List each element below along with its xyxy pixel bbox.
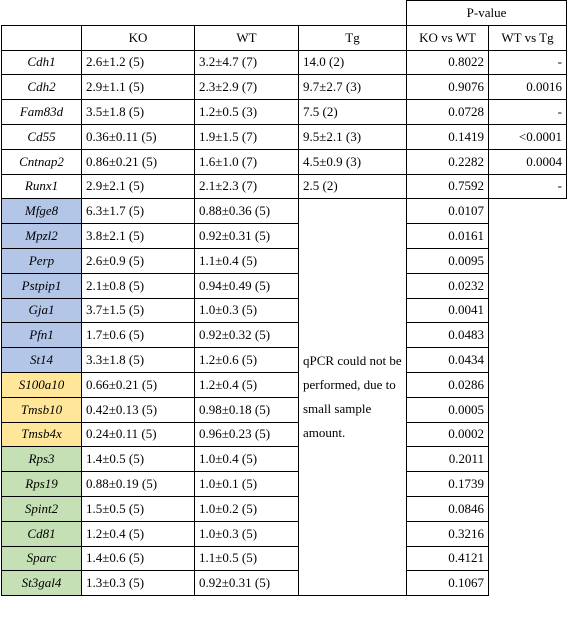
table-row bbox=[2, 372, 567, 397]
gene-cell: Cdh1 bbox=[2, 50, 82, 75]
gene-cell: Runx1 bbox=[2, 174, 82, 199]
table-row bbox=[2, 447, 567, 472]
ko-vs-wt-cell: 0.9076 bbox=[407, 75, 489, 100]
ko-vs-wt-header: KO vs WT bbox=[407, 25, 489, 50]
wt-vs-tg-header: WT vs Tg bbox=[489, 25, 567, 50]
wt-cell: 1.2±0.6 (5) bbox=[195, 348, 299, 373]
header-row-1 bbox=[2, 1, 567, 26]
tg-note-cell: qPCR could not be performed, due to small sample amount. bbox=[299, 199, 407, 596]
ko-vs-wt-cell: 0.1419 bbox=[407, 124, 489, 149]
ko-vs-wt-cell: 0.0434 bbox=[407, 348, 489, 373]
ko-cell: 6.3±1.7 (5) bbox=[82, 199, 195, 224]
ko-cell: 1.7±0.6 (5) bbox=[82, 323, 195, 348]
ko-vs-wt-cell: 0.1739 bbox=[407, 472, 489, 497]
expression-table bbox=[1, 0, 567, 596]
table-row bbox=[2, 248, 567, 273]
ko-cell: 1.2±0.4 (5) bbox=[82, 521, 195, 546]
table-row bbox=[2, 100, 567, 125]
table-row bbox=[2, 199, 567, 224]
table-row bbox=[2, 323, 567, 348]
wt-header: WT bbox=[195, 25, 299, 50]
ko-vs-wt-cell: 0.0107 bbox=[407, 199, 489, 224]
wt-vs-tg-cell: 0.0004 bbox=[489, 149, 567, 174]
ko-vs-wt-cell: 0.0095 bbox=[407, 248, 489, 273]
wt-cell: 1.1±0.4 (5) bbox=[195, 248, 299, 273]
table-row bbox=[2, 224, 567, 249]
ko-cell: 2.6±0.9 (5) bbox=[82, 248, 195, 273]
ko-cell: 3.5±1.8 (5) bbox=[82, 100, 195, 125]
wt-cell: 3.2±4.7 (7) bbox=[195, 50, 299, 75]
gene-cell: Fam83d bbox=[2, 100, 82, 125]
wt-cell: 0.92±0.32 (5) bbox=[195, 323, 299, 348]
table-row bbox=[2, 298, 567, 323]
ko-cell: 1.4±0.5 (5) bbox=[82, 447, 195, 472]
ko-vs-wt-cell: 0.0286 bbox=[407, 372, 489, 397]
table-row bbox=[2, 496, 567, 521]
gene-cell: Mfge8 bbox=[2, 199, 82, 224]
ko-cell: 1.4±0.6 (5) bbox=[82, 546, 195, 571]
wt-vs-tg-cell: - bbox=[489, 100, 567, 125]
ko-cell: 3.7±1.5 (5) bbox=[82, 298, 195, 323]
wt-cell: 1.0±0.3 (5) bbox=[195, 521, 299, 546]
tg-cell: 9.7±2.7 (3) bbox=[299, 75, 407, 100]
gene-cell: Cdh2 bbox=[2, 75, 82, 100]
ko-vs-wt-cell: 0.0483 bbox=[407, 323, 489, 348]
wt-vs-tg-cell: - bbox=[489, 50, 567, 75]
table-row bbox=[2, 571, 567, 596]
wt-cell: 2.3±2.9 (7) bbox=[195, 75, 299, 100]
wt-vs-tg-cell: <0.0001 bbox=[489, 124, 567, 149]
ko-vs-wt-cell: 0.0232 bbox=[407, 273, 489, 298]
wt-cell: 1.9±1.5 (7) bbox=[195, 124, 299, 149]
ko-cell: 0.88±0.19 (5) bbox=[82, 472, 195, 497]
gene-cell: Pstpip1 bbox=[2, 273, 82, 298]
ko-vs-wt-cell: 0.2011 bbox=[407, 447, 489, 472]
table-row bbox=[2, 174, 567, 199]
tg-cell: 9.5±2.1 (3) bbox=[299, 124, 407, 149]
wt-cell: 1.2±0.5 (3) bbox=[195, 100, 299, 125]
gene-cell: Cd55 bbox=[2, 124, 82, 149]
gene-cell: St14 bbox=[2, 348, 82, 373]
gene-cell: St3gal4 bbox=[2, 571, 82, 596]
ko-cell: 1.3±0.3 (5) bbox=[82, 571, 195, 596]
ko-vs-wt-cell: 0.0041 bbox=[407, 298, 489, 323]
ko-vs-wt-cell: 0.0005 bbox=[407, 397, 489, 422]
table-row bbox=[2, 75, 567, 100]
gene-cell: Cd81 bbox=[2, 521, 82, 546]
wt-cell: 0.92±0.31 (5) bbox=[195, 571, 299, 596]
table-row bbox=[2, 348, 567, 373]
gene-cell: Sparc bbox=[2, 546, 82, 571]
gene-cell: Rps3 bbox=[2, 447, 82, 472]
wt-cell: 1.0±0.4 (5) bbox=[195, 447, 299, 472]
ko-cell: 2.9±2.1 (5) bbox=[82, 174, 195, 199]
header-row-2 bbox=[2, 25, 567, 50]
table-row bbox=[2, 422, 567, 447]
gene-header bbox=[2, 25, 82, 50]
ko-cell: 0.66±0.21 (5) bbox=[82, 372, 195, 397]
gene-cell: Tmsb4x bbox=[2, 422, 82, 447]
gene-cell: Gja1 bbox=[2, 298, 82, 323]
wt-cell: 0.98±0.18 (5) bbox=[195, 397, 299, 422]
tg-cell: 14.0 (2) bbox=[299, 50, 407, 75]
gene-cell: Pfn1 bbox=[2, 323, 82, 348]
ko-cell: 0.42±0.13 (5) bbox=[82, 397, 195, 422]
table-row bbox=[2, 149, 567, 174]
gene-cell: Cntnap2 bbox=[2, 149, 82, 174]
ko-cell: 3.8±2.1 (5) bbox=[82, 224, 195, 249]
tg-cell: 2.5 (2) bbox=[299, 174, 407, 199]
wt-cell: 1.0±0.2 (5) bbox=[195, 496, 299, 521]
table-row bbox=[2, 546, 567, 571]
tg-header: Tg bbox=[299, 25, 407, 50]
wt-cell: 1.6±1.0 (7) bbox=[195, 149, 299, 174]
ko-vs-wt-cell: 0.2282 bbox=[407, 149, 489, 174]
ko-vs-wt-cell: 0.0846 bbox=[407, 496, 489, 521]
ko-vs-wt-cell: 0.7592 bbox=[407, 174, 489, 199]
wt-cell: 0.92±0.31 (5) bbox=[195, 224, 299, 249]
table-row bbox=[2, 521, 567, 546]
gene-cell: Spint2 bbox=[2, 496, 82, 521]
ko-cell: 3.3±1.8 (5) bbox=[82, 348, 195, 373]
ko-cell: 2.6±1.2 (5) bbox=[82, 50, 195, 75]
tg-cell: 4.5±0.9 (3) bbox=[299, 149, 407, 174]
table-row bbox=[2, 50, 567, 75]
tg-cell: 7.5 (2) bbox=[299, 100, 407, 125]
ko-vs-wt-cell: 0.0728 bbox=[407, 100, 489, 125]
wt-vs-tg-empty bbox=[489, 199, 567, 596]
table-row bbox=[2, 273, 567, 298]
ko-header: KO bbox=[82, 25, 195, 50]
wt-cell: 1.2±0.4 (5) bbox=[195, 372, 299, 397]
ko-vs-wt-cell: 0.3216 bbox=[407, 521, 489, 546]
wt-cell: 2.1±2.3 (7) bbox=[195, 174, 299, 199]
ko-vs-wt-cell: 0.4121 bbox=[407, 546, 489, 571]
ko-vs-wt-cell: 0.8022 bbox=[407, 50, 489, 75]
wt-cell: 1.0±0.3 (5) bbox=[195, 298, 299, 323]
ko-cell: 1.5±0.5 (5) bbox=[82, 496, 195, 521]
ko-cell: 2.1±0.8 (5) bbox=[82, 273, 195, 298]
wt-cell: 0.94±0.49 (5) bbox=[195, 273, 299, 298]
wt-vs-tg-cell: - bbox=[489, 174, 567, 199]
wt-cell: 1.0±0.1 (5) bbox=[195, 472, 299, 497]
gene-cell: S100a10 bbox=[2, 372, 82, 397]
wt-vs-tg-cell: 0.0016 bbox=[489, 75, 567, 100]
ko-cell: 0.24±0.11 (5) bbox=[82, 422, 195, 447]
gene-cell: Rps19 bbox=[2, 472, 82, 497]
ko-vs-wt-cell: 0.1067 bbox=[407, 571, 489, 596]
wt-cell: 0.88±0.36 (5) bbox=[195, 199, 299, 224]
table-row bbox=[2, 397, 567, 422]
ko-vs-wt-cell: 0.0161 bbox=[407, 224, 489, 249]
ko-cell: 0.36±0.11 (5) bbox=[82, 124, 195, 149]
gene-cell: Perp bbox=[2, 248, 82, 273]
gene-cell: Tmsb10 bbox=[2, 397, 82, 422]
ko-cell: 0.86±0.21 (5) bbox=[82, 149, 195, 174]
ko-vs-wt-cell: 0.0002 bbox=[407, 422, 489, 447]
ko-cell: 2.9±1.1 (5) bbox=[82, 75, 195, 100]
wt-cell: 0.96±0.23 (5) bbox=[195, 422, 299, 447]
wt-cell: 1.1±0.5 (5) bbox=[195, 546, 299, 571]
table-row bbox=[2, 472, 567, 497]
pvalue-header: P-value bbox=[407, 1, 567, 26]
gene-cell: Mpzl2 bbox=[2, 224, 82, 249]
table-row bbox=[2, 124, 567, 149]
